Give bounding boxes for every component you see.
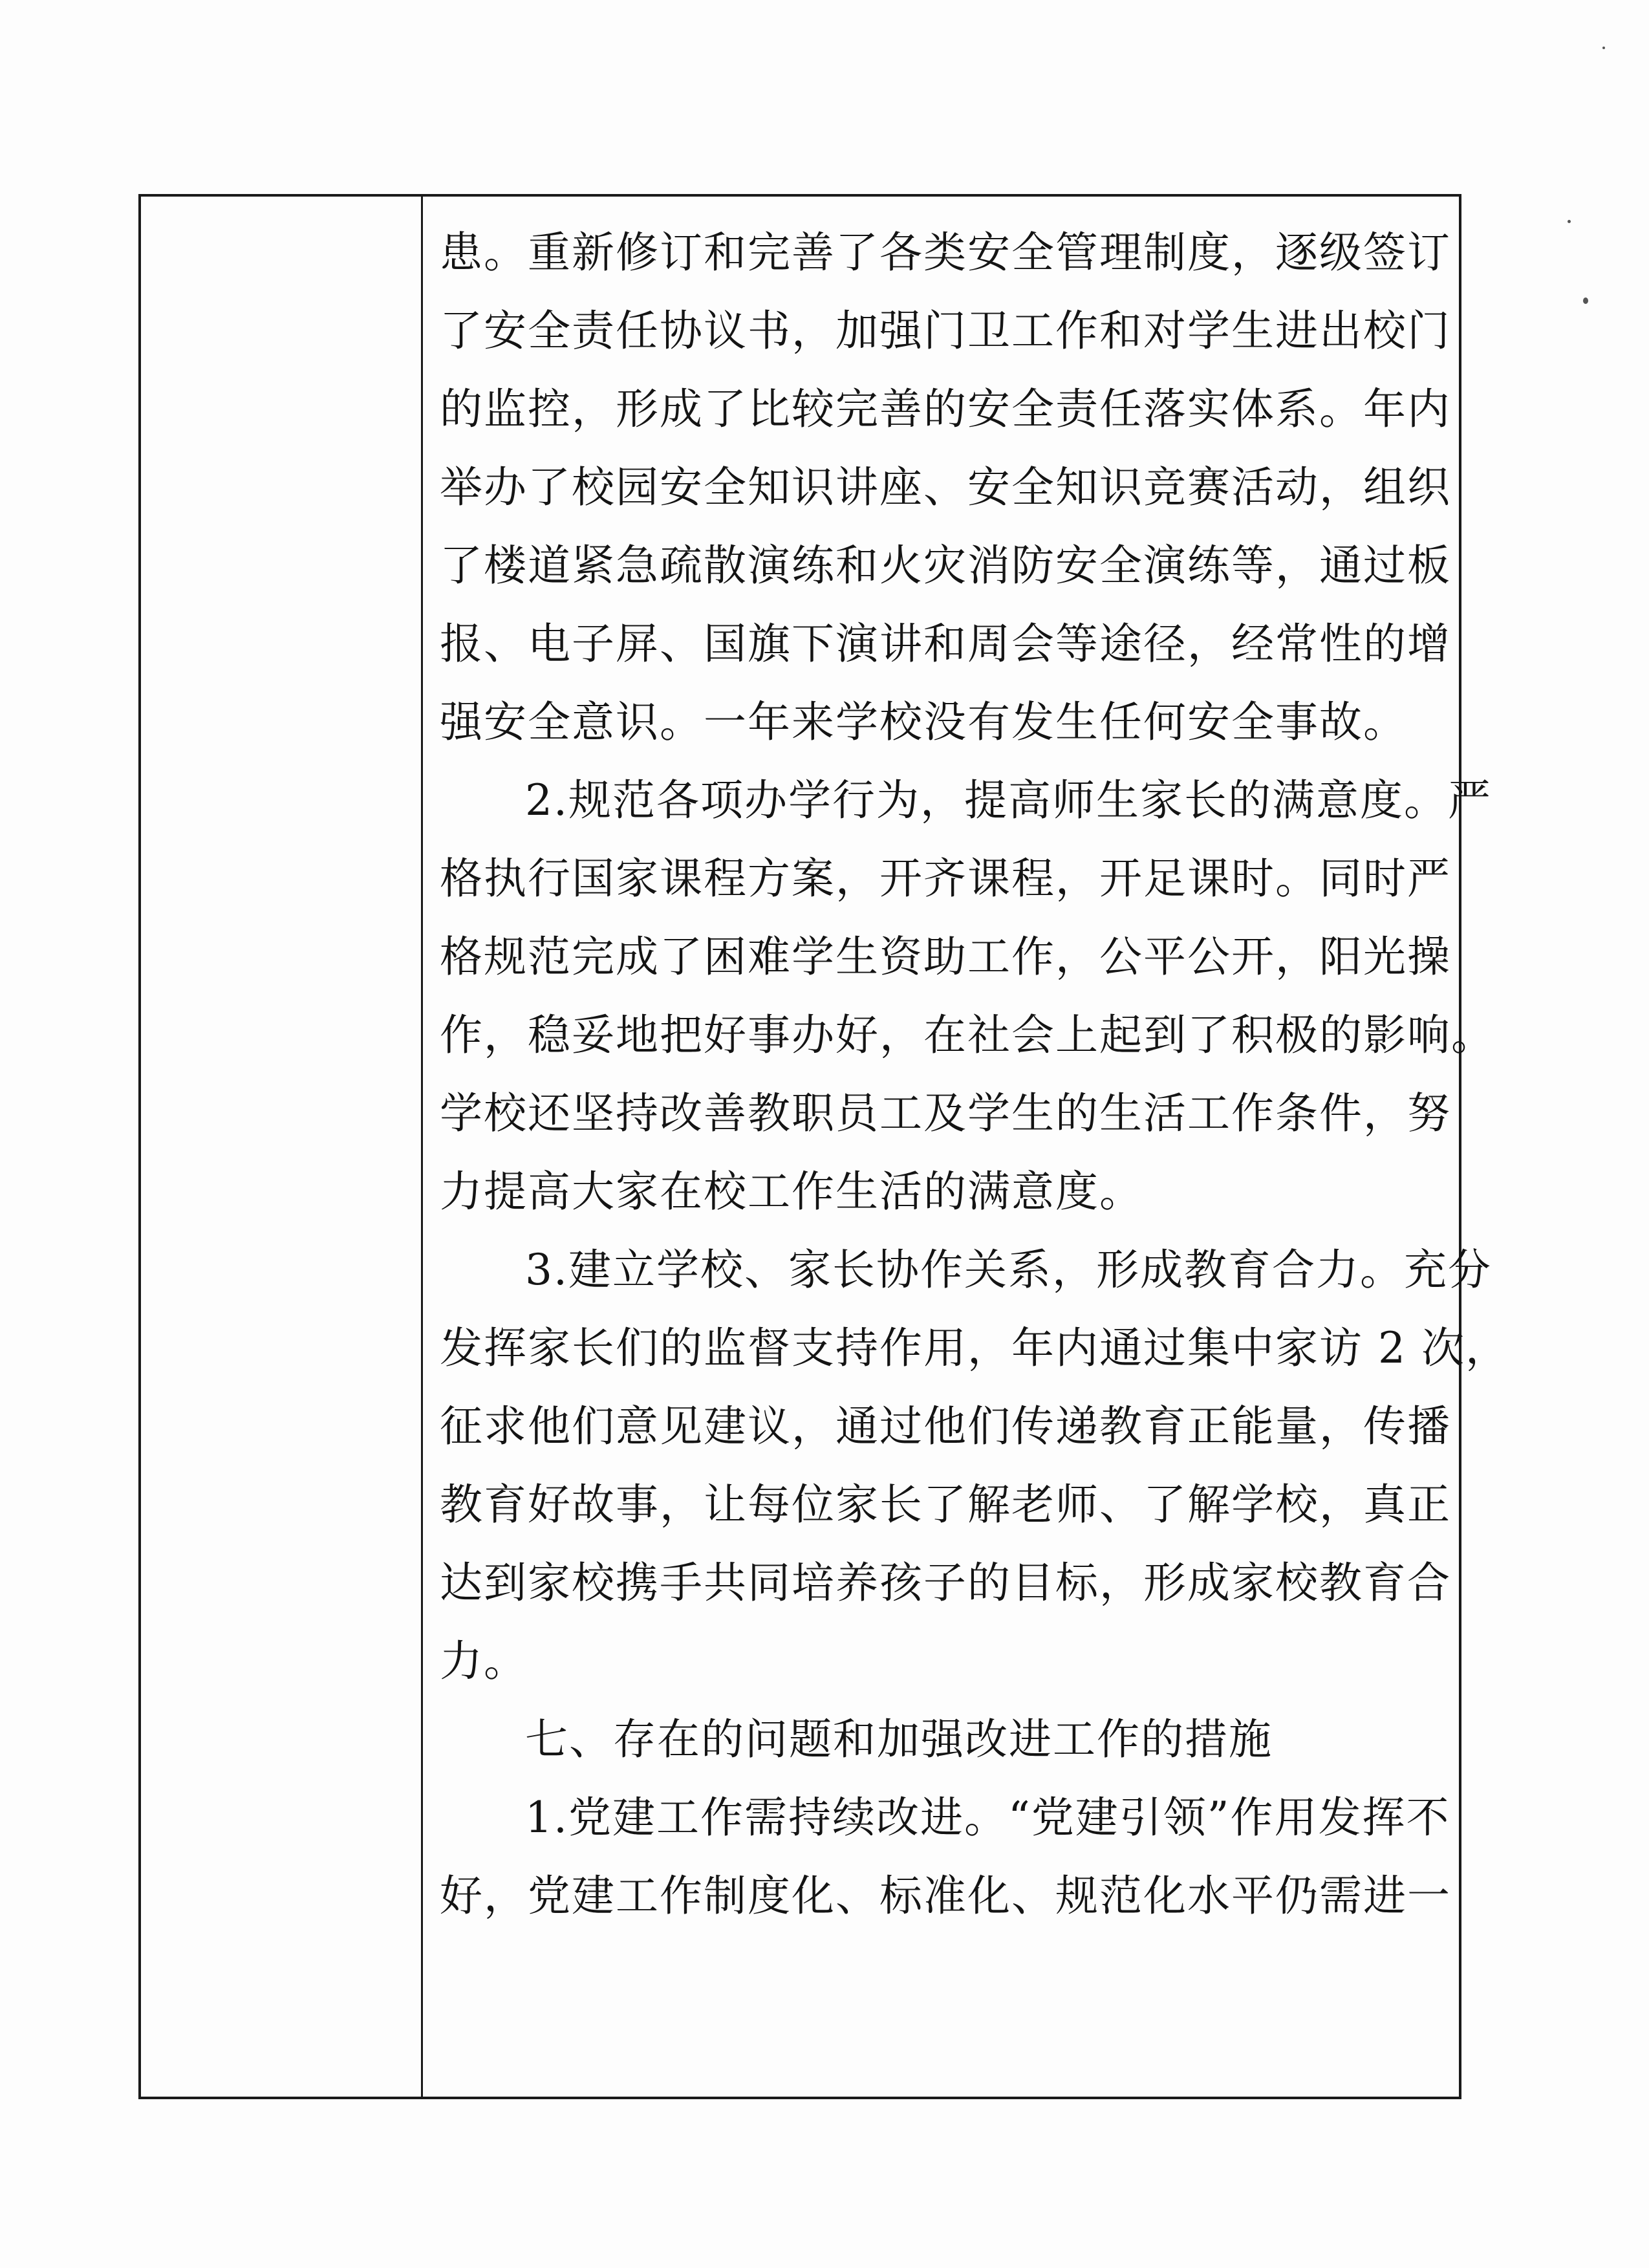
text-line: 了楼道紧急疏散演练和火灾消防安全演练等，通过板 bbox=[440, 541, 1451, 590]
text-line: 教育好故事，让每位家长了解老师、了解学校，真正 bbox=[440, 1480, 1451, 1529]
text-line: 格执行国家课程方案，开齐课程，开足课时。同时严 bbox=[440, 854, 1451, 903]
text-line: 患。重新修订和完善了各类安全管理制度，逐级签订 bbox=[440, 228, 1451, 277]
text-line: 了安全责任协议书，加强门卫工作和对学生进出校门 bbox=[440, 306, 1451, 356]
text-line: 征求他们意见建议，通过他们传递教育正能量，传播 bbox=[440, 1401, 1451, 1451]
scan-speck bbox=[1583, 297, 1588, 304]
text-line: 好，党建工作制度化、标准化、规范化水平仍需进一 bbox=[440, 1871, 1451, 1921]
paragraph-start-line: 2.规范各项办学行为，提高师生家长的满意度。严 bbox=[525, 775, 1492, 825]
text-line: 格规范完成了困难学生资助工作，公平公开，阳光操 bbox=[440, 932, 1451, 982]
text-line: 发挥家长们的监督支持作用，年内通过集中家访 2 次， bbox=[440, 1323, 1509, 1373]
text-line: 达到家校携手共同培养孩子的目标，形成家校教育合 bbox=[440, 1558, 1451, 1608]
scan-speck bbox=[1568, 220, 1571, 223]
text-line: 报、电子屏、国旗下演讲和周会等途径，经常性的增 bbox=[440, 619, 1451, 669]
scan-speck bbox=[1602, 47, 1605, 49]
paragraph-start-line: 1.党建工作需持续改进。“党建引领”作用发挥不 bbox=[525, 1793, 1450, 1842]
text-line: 举办了校园安全知识讲座、安全知识竞赛活动，组织 bbox=[440, 462, 1451, 512]
text-line: 学校还坚持改善教职员工及学生的生活工作条件，努 bbox=[440, 1088, 1451, 1138]
text-line: 力。 bbox=[440, 1636, 528, 1686]
text-line: 力提高大家在校工作生活的满意度。 bbox=[440, 1167, 1143, 1216]
label-cell bbox=[141, 197, 421, 2097]
content-cell bbox=[440, 213, 1509, 1935]
text-line: 强安全意识。一年来学校没有发生任何安全事故。 bbox=[440, 697, 1407, 747]
column-divider bbox=[421, 197, 423, 2097]
text-line: 作，稳妥地把好事办好，在社会上起到了积极的影响。 bbox=[440, 1010, 1495, 1060]
form-table bbox=[138, 194, 1509, 2099]
paragraph-start-line: 3.建立学校、家长协作关系，形成教育合力。充分 bbox=[525, 1245, 1492, 1295]
section-heading: 七、存在的问题和加强改进工作的措施 bbox=[525, 1714, 1273, 1764]
text-line: 的监控，形成了比较完善的安全责任落实体系。年内 bbox=[440, 384, 1451, 434]
